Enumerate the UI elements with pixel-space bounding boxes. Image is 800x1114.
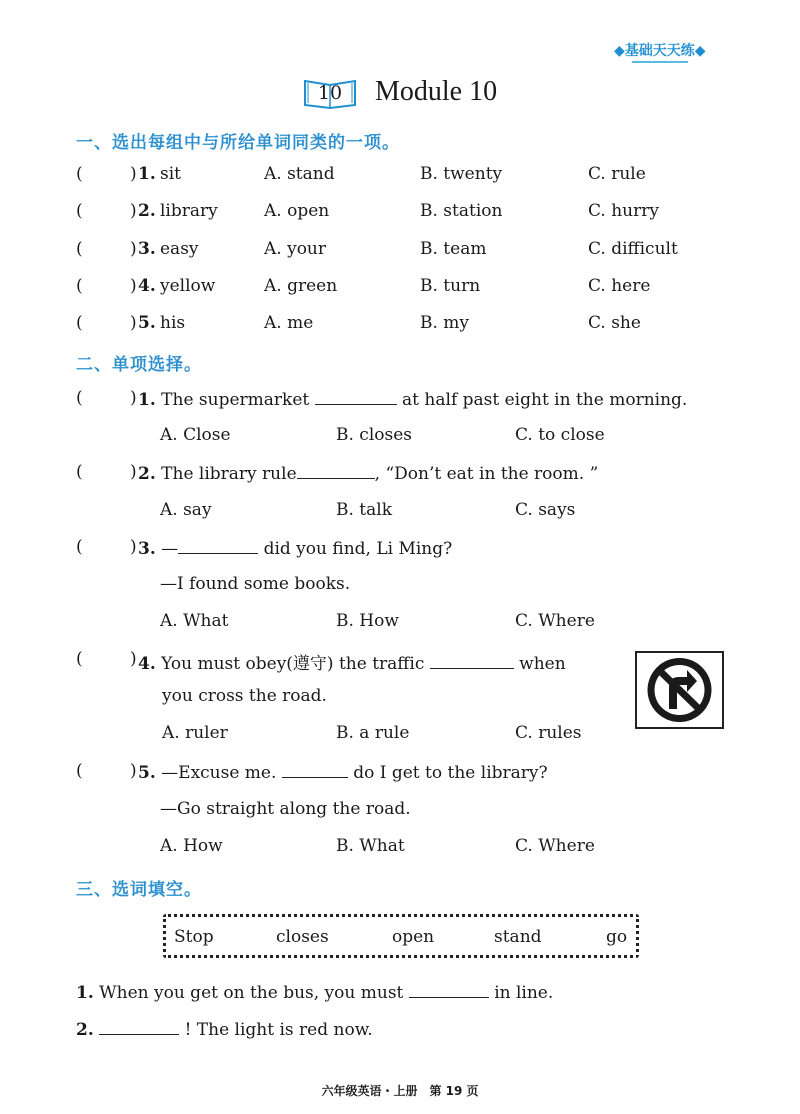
option-b: B. How (336, 611, 399, 631)
answer-paren-open: ( (76, 388, 83, 408)
option-b: B. closes (336, 425, 413, 445)
question-number: 4. (138, 654, 156, 674)
option-c: C. difficult (588, 239, 678, 259)
option-a: A. me (264, 313, 314, 333)
option-b: B. my (420, 313, 470, 333)
sentence-text: ! The light is red now. (184, 1020, 373, 1040)
word-bank (163, 914, 639, 958)
answer-paren-close: ) (130, 537, 137, 557)
option-a: A. your (264, 239, 326, 259)
option-c: C. says (515, 500, 576, 520)
given-word: easy (160, 239, 199, 259)
answer-paren-open: ( (76, 313, 83, 333)
option-b: B. talk (336, 500, 393, 520)
answer-blank[interactable] (178, 537, 258, 554)
option-a: A. Close (160, 425, 231, 445)
question-text: did you find, Li Ming? (263, 539, 453, 559)
answer-paren-open: ( (76, 201, 83, 221)
option-a: A. How (160, 836, 223, 856)
option-b: B. a rule (336, 723, 410, 743)
question-text: , “Don’t eat in the room. ” (374, 464, 599, 484)
word-bank-item: stand (494, 927, 542, 947)
question-line2: —Go straight along the road. (160, 799, 411, 819)
question-1 (138, 388, 687, 410)
option-c: C. here (588, 276, 651, 296)
answer-paren-close: ) (130, 462, 137, 482)
answer-paren-open: ( (76, 649, 83, 669)
answer-paren-close: ) (130, 388, 137, 408)
answer-paren-open: ( (76, 276, 83, 296)
question-line2: you cross the road. (162, 686, 327, 706)
sentence-text: When you get on the bus, you must (99, 983, 404, 1003)
answer-paren-close: ) (130, 164, 137, 184)
item-number: 5. (138, 313, 156, 333)
sentence-1 (76, 981, 553, 1003)
answer-paren-close: ) (130, 649, 137, 669)
given-word: library (160, 201, 218, 221)
given-word: yellow (160, 276, 216, 296)
answer-paren-close: ) (130, 761, 137, 781)
section3-heading: 三、选词填空。 (76, 880, 202, 900)
option-a: A. What (160, 611, 229, 631)
option-b: B. team (420, 239, 487, 259)
question-number: 1. (138, 390, 156, 410)
answer-blank[interactable] (409, 981, 489, 998)
question-number: 3. (138, 539, 156, 559)
answer-paren-open: ( (76, 537, 83, 557)
word-bank-item: open (392, 927, 435, 947)
question-3 (138, 537, 452, 559)
answer-paren-close: ) (130, 276, 137, 296)
question-text: do I get to the library? (353, 763, 548, 783)
page-title: Module 10 (375, 76, 498, 107)
answer-blank[interactable] (282, 761, 348, 778)
option-a: A. green (264, 276, 338, 296)
question-text: The library rule (161, 464, 297, 484)
answer-blank[interactable] (315, 388, 397, 405)
given-word: his (160, 313, 186, 333)
question-number: 2. (138, 464, 156, 484)
answer-paren-open: ( (76, 761, 83, 781)
answer-paren-open: ( (76, 164, 83, 184)
question-4 (138, 649, 566, 674)
answer-paren-close: ) (130, 313, 137, 333)
item-number: 1. (138, 164, 156, 184)
item-number: 3. (138, 239, 156, 259)
no-right-turn-sign-icon (635, 651, 724, 729)
item-number: 2. (138, 201, 156, 221)
option-a: A. stand (264, 164, 335, 184)
option-c: C. Where (515, 836, 595, 856)
header-tag (614, 40, 706, 60)
header-tag-text: ◆基础天天练◆ (614, 43, 706, 59)
word-bank-item: closes (276, 927, 329, 947)
option-a: A. open (264, 201, 330, 221)
option-c: C. to close (515, 425, 605, 445)
answer-paren-open: ( (76, 462, 83, 482)
answer-blank[interactable] (297, 462, 375, 479)
question-text: when (519, 654, 566, 674)
answer-paren-open: ( (76, 239, 83, 259)
question-line2: —I found some books. (160, 574, 351, 594)
question-5 (138, 761, 548, 783)
answer-paren-close: ) (130, 201, 137, 221)
option-a: A. say (160, 500, 212, 520)
answer-blank[interactable] (430, 652, 514, 669)
word-bank-item: Stop (174, 927, 214, 947)
question-text: — (161, 539, 179, 559)
answer-blank[interactable] (99, 1018, 179, 1035)
sentence-number: 1. (76, 983, 94, 1003)
option-a: A. ruler (162, 723, 228, 743)
sentence-text: in line. (494, 983, 554, 1003)
given-word: sit (160, 164, 181, 184)
option-c: C. Where (515, 611, 595, 631)
option-c: C. hurry (588, 201, 659, 221)
book-icon (303, 73, 357, 109)
option-c: C. rules (515, 723, 582, 743)
option-b: B. What (336, 836, 405, 856)
module-number: 10 (317, 82, 343, 104)
item-number: 4. (138, 276, 156, 296)
option-c: C. rule (588, 164, 646, 184)
question-text: —Excuse me. (161, 763, 277, 783)
option-b: B. station (420, 201, 503, 221)
question-text: The supermarket (161, 390, 310, 410)
question-2 (138, 462, 598, 484)
question-text: at half past eight in the morning. (402, 390, 688, 410)
word-bank-item: go (606, 927, 628, 947)
answer-paren-close: ) (130, 239, 137, 259)
question-number: 5. (138, 763, 156, 783)
sentence-2 (76, 1018, 373, 1040)
question-text: You must obey(遵守) the traffic (161, 654, 425, 674)
sentence-number: 2. (76, 1020, 94, 1040)
section1-heading: 一、选出每组中与所给单词同类的一项。 (76, 133, 400, 153)
option-c: C. she (588, 313, 641, 333)
section2-heading: 二、单项选择。 (76, 355, 202, 375)
option-b: B. twenty (420, 164, 503, 184)
option-b: B. turn (420, 276, 481, 296)
page-footer: 六年级英语・上册 第 19 页 (321, 1084, 479, 1098)
